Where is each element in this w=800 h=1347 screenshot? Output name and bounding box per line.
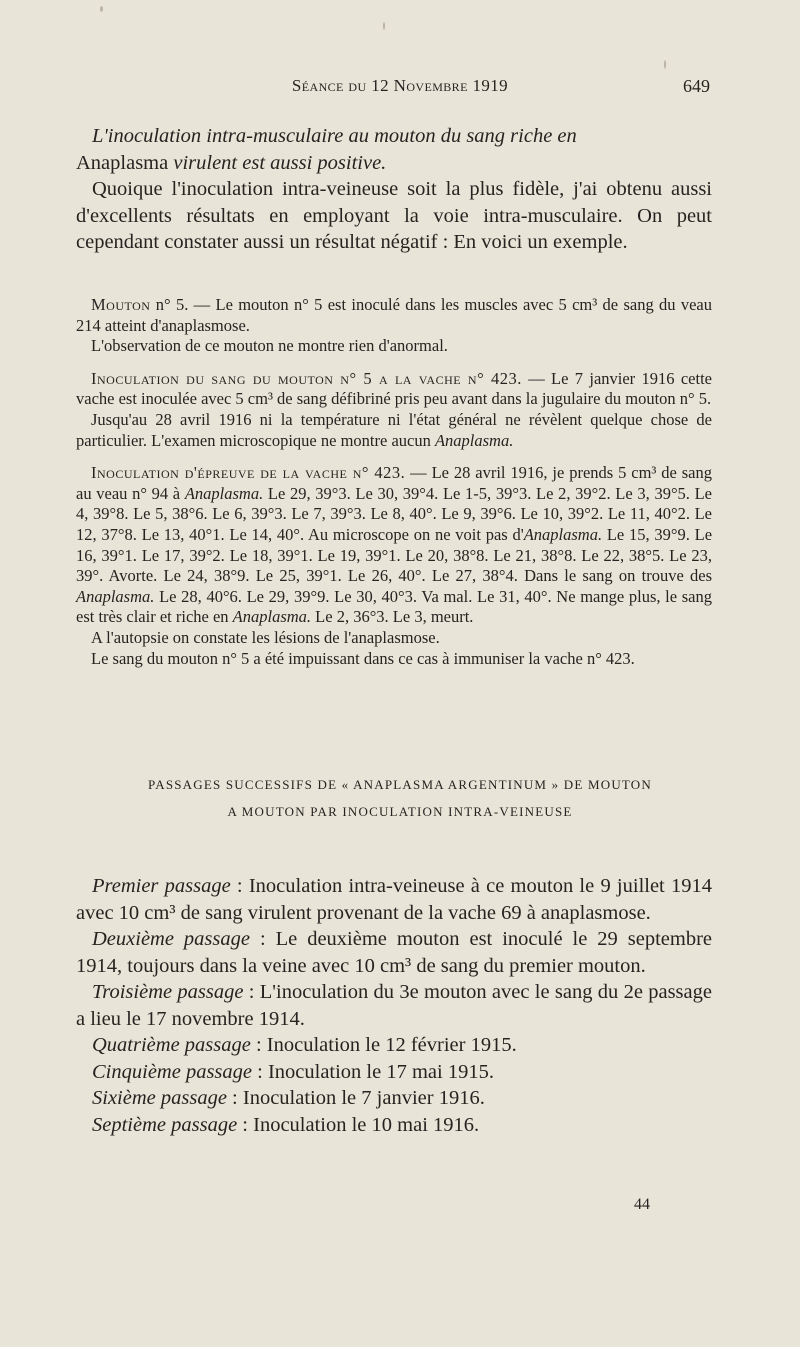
conclusion-paragraph: Le sang du mouton n° 5 a été impuissant dans ce cas à immuniser la vache n° 423.: [91, 648, 635, 668]
signature-number: 44: [634, 1196, 650, 1213]
epreuve-temperatures-3: Le 28, 40°6. Le 29, 39°9. Le 30, 40°3. Va mal. Le 31, 40°. Ne mange plus, le sang est très clair et riche en: [76, 586, 712, 627]
passage-text: : L'inoculation du 3e mouton avec le sang du 2e passage a lieu le 17 novembre 1914.: [76, 981, 712, 1030]
intro-text: [76, 123, 712, 256]
section-title-line-2: A MOUTON PAR INOCULATION INTRA-VEINEUSE: [227, 804, 573, 819]
passage-text: : Inoculation le 10 mai 1916.: [237, 1113, 480, 1136]
epreuve-temperatures-1: Le 29, 39°3. Le 30, 39°4. Le 1-5, 39°3. Le 2, 39°2. Le 3, 39°5. Le 4, 39°8. Le 5, 38°6. Le 6, 39°3. Le 7, 39°3. Le 8, 40°. Le 9, 39°6. Le 10, 39°2. Le 11, 40°2. Le 12, 37°8. Le 13, 40°1. Le 14, 40°. Au microscope on ne voit pas d': [76, 483, 712, 544]
paper-speck: [383, 22, 385, 30]
passage-text: : Inoculation le 17 mai 1915.: [252, 1060, 494, 1083]
inoculation-result-text: Jusqu'au 28 avril 1916 ni la température ni l'état général ne révèlent quelque chose de particulier. L'examen microscopique ne montre aucun: [76, 409, 712, 450]
anaplasma-term: Anaplasma.: [434, 430, 514, 450]
passages-list: [76, 873, 712, 1138]
running-head: Séance du 12 Novembre 1919: [291, 76, 509, 95]
mouton-heading: Mouton: [91, 295, 151, 314]
intro-paragraph-1-cont: [76, 150, 712, 177]
epreuve-text-a: — Le 28 avril 1916, je prends 5 cm³ de sang au veau n° 94 à: [76, 463, 712, 503]
epreuve-heading: Inoculation d'épreuve de la vache n° 423.: [91, 463, 406, 483]
anaplasma-term: Anaplasma.: [232, 607, 312, 627]
passage-text: : Inoculation le 12 février 1915.: [250, 1034, 517, 1056]
passage-text: : Inoculation le 7 janvier 1916.: [226, 1087, 485, 1109]
intro-paragraph-2: Quoique l'inoculation intra-veineuse soit la plus fidèle, j'ai obtenu aussi d'excellents résultats en employant la voie intra-musculaire. On peut cependant constater aussi un résultat négatif : En voici un exemple.: [76, 178, 712, 253]
passage-label: Septième passage: [92, 1113, 238, 1136]
passage-label: Sixième passage: [92, 1087, 227, 1109]
passage-item: [76, 1059, 712, 1086]
inoculation-text: — Le 7 janvier 1916 cette vache est inoculée avec 5 cm³ de sang défibriné pris peu avant dans la jugulaire du mouton n° 5.: [76, 368, 712, 409]
mouton-5-paragraph: [76, 295, 712, 336]
passage-label: Quatrième passage: [92, 1034, 251, 1056]
anaplasma-term: Anaplasma.: [76, 586, 155, 606]
epreuve-temperatures-2: Le 15, 39°9. Le 16, 39°1. Le 17, 39°2. Le 18, 39°1. Le 19, 39°1. Le 20, 38°8. Le 21, 38°8. Le 22, 38°5. Le 23, 39°. Avorte. Le 24, 38°9. Le 25, 39°1. Le 26, 40°. Le 27, 38°4. Dans le sang on trouve des: [76, 524, 713, 586]
mouton-text: n° 5. — Le mouton n° 5 est inoculé dans les muscles avec 5 cm³ de sang du veau 214 atteint d'anaplasmose.: [76, 295, 712, 335]
passage-label: Deuxième passage: [92, 928, 250, 950]
section-title-line-1: PASSAGES SUCCESSIFS DE « ANAPLASMA ARGENTINUM » DE MOUTON: [148, 777, 652, 792]
autopsie-paragraph: A l'autopsie on constate les lésions de l'anaplasmose.: [91, 627, 440, 647]
intro-italic-a: L'inoculation intra-musculaire au mouton du sang riche en: [92, 125, 577, 147]
intro-paragraph-1: [92, 123, 712, 150]
passage-label: Troisième passage: [92, 981, 244, 1003]
page-number: 649: [683, 76, 710, 96]
page-header: [0, 76, 800, 100]
inoculation-result: [76, 410, 712, 451]
anaplasma-term: Anaplasma.: [523, 524, 603, 544]
paper-speck: [100, 6, 103, 12]
intro-italic-b: virulent est aussi positive.: [173, 151, 387, 174]
passage-label: Cinquième passage: [92, 1060, 252, 1083]
observations: [76, 295, 712, 669]
passage-text: : Inoculation intra-veineuse à ce mouton le 9 juillet 1914 avec 10 cm³ de sang virulent provenant de la vache 69 à anaplasmose.: [76, 875, 712, 924]
passage-item: [76, 1032, 712, 1059]
epreuve-death: Le 2, 36°3. Le 3, meurt.: [315, 607, 474, 627]
section-title: [60, 771, 740, 825]
inoculation-paragraph: [76, 369, 712, 410]
passage-text: : Le deuxième mouton est inoculé le 29 septembre 1914, toujours dans la veine avec 10 cm³ de sang du premier mouton.: [76, 928, 712, 977]
passage-label: Premier passage: [92, 875, 231, 897]
paper-speck: [664, 60, 666, 69]
passage-item: [76, 979, 712, 1032]
mouton-observation: L'observation de ce mouton ne montre rien d'anormal.: [91, 336, 448, 356]
passage-item: [76, 1085, 712, 1112]
passage-item: [76, 926, 712, 979]
intro-anaplasma: Anaplasma: [76, 151, 169, 174]
epreuve-paragraph: [76, 463, 712, 628]
passage-item: [76, 1112, 712, 1139]
inoculation-heading: Inoculation du sang du mouton n° 5 a la vache n° 423.: [91, 368, 522, 388]
passage-item: [76, 873, 712, 926]
anaplasma-term: Anaplasma.: [184, 483, 264, 503]
